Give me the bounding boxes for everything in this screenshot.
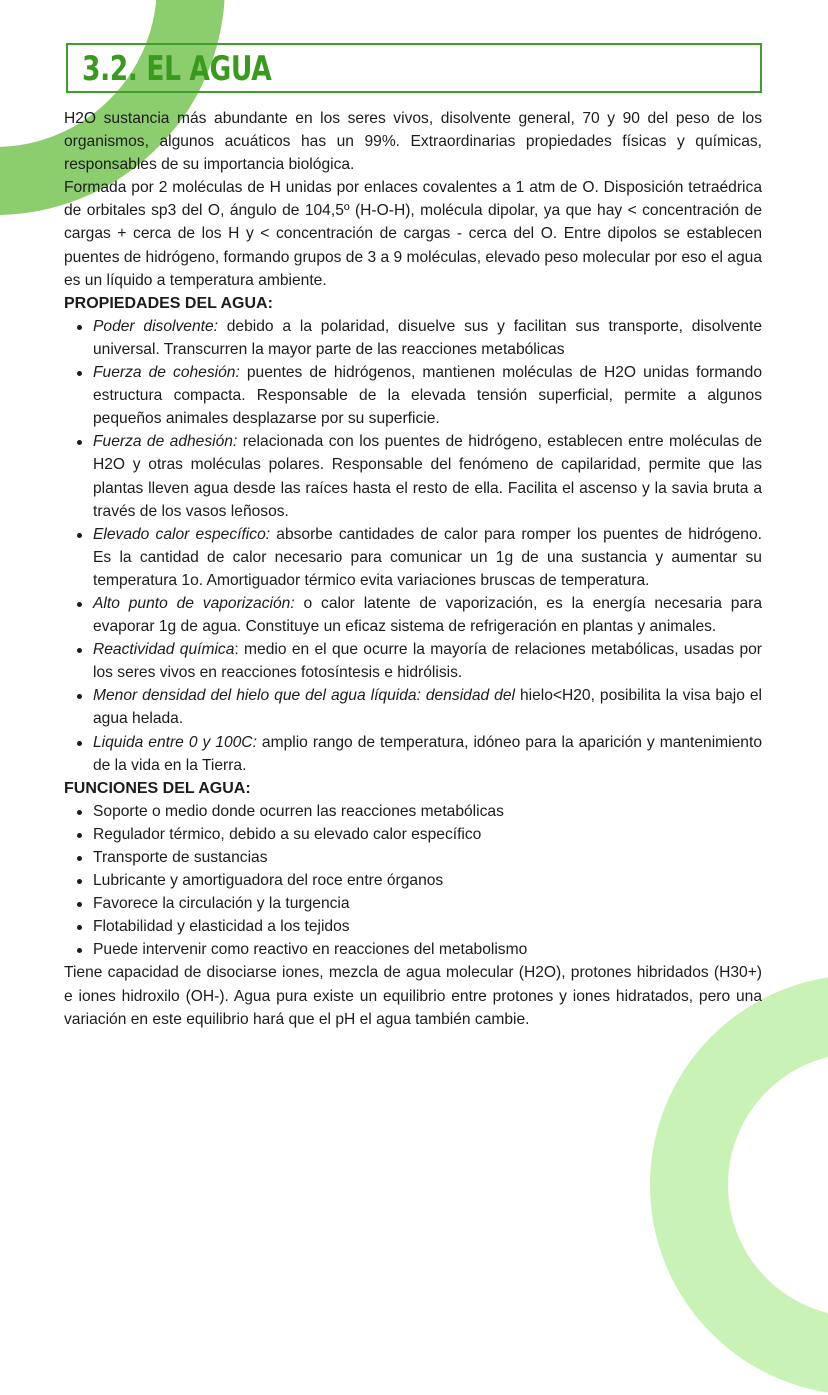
item-text: debido a la polaridad, disuelve sus y facilitan sus transporte, disolvente universal. Transcurren la mayor parte de las reacciones metabólicas [93,317,762,358]
item-text: relacionada con los puentes de hidrógeno, establecen entre moléculas de H2O y otras moléculas polares. Responsable del fenómeno de capilaridad, permite que las plantas lleven agua desde las raíces hasta el resto de ella. Facilita el ascenso y la savia bruta a través de los vasos leñosos. [93,433,762,520]
list-item: Regulador térmico, debido a su elevado calor específico [93,823,762,846]
item-term: Liquida entre 0 y 100C: [93,733,257,751]
item-text: hielo<H20, posibilita la visa bajo el agua helada. [93,687,762,728]
list-item [93,731,762,777]
title-box [66,43,762,93]
propiedades-list [64,315,762,777]
list-item: Puede intervenir como reactivo en reacciones del metabolismo [93,938,762,961]
list-item [93,638,762,684]
intro-paragraph-2: Formada por 2 moléculas de H unidas por enlaces covalentes a 1 atm de O. Disposición tetraédrica de orbitales sp3 del O, ángulo de 104,5º (H-O-H), molécula dipolar, ya que hay < concentración de cargas + cerca de los H y < concentración de cargas - cerca del O. Entre dipolos se establecen puentes de hidrógeno, formando grupos de 3 a 9 moléculas, elevado peso molecular por eso el agua es un líquido a temperatura ambiente. [64,179,762,289]
funciones-list [64,800,762,962]
list-item: Transporte de sustancias [93,846,762,869]
list-item: Lubricante y amortiguadora del roce entre órganos [93,869,762,892]
item-term: Fuerza de cohesión: [93,364,240,382]
item-term: Menor densidad del hielo que del agua líquida: densidad del [93,687,515,705]
section-heading-propiedades: PROPIEDADES DEL AGUA: [64,294,273,312]
closing-paragraph: Tiene capacidad de disociarse iones, mezcla de agua molecular (H2O), protones hibridados (H30+) e iones hidroxilo (OH-). Agua pura existe un equilibrio entre protones y iones hidratados, pero una variación en este equilibrio hará que el pH el agua también cambie. [64,964,762,1028]
section-heading-funciones: FUNCIONES DEL AGUA: [64,779,251,797]
list-item [93,315,762,361]
item-text: amplio rango de temperatura, idóneo para la aparición y mantenimiento de la vida en la Tierra. [93,733,762,774]
list-item: Soporte o medio donde ocurren las reacciones metabólicas [93,800,762,823]
intro-paragraph-1: H2O sustancia más abundante en los seres vivos, disolvente general, 70 y 90 del peso de los organismos, algunos acuáticos has un 99%. Extraordinarias propiedades físicas y químicas, responsables de su importancia biológica. [64,110,762,174]
list-item [93,430,762,522]
item-text: absorbe cantidades de calor para romper los puentes de hidrógeno. Es la cantidad de calor necesario para comunicar un 1g de una sustancia y aumentar su temperatura 1o. Amortiguador térmico evita variaciones bruscas de temperatura. [93,525,762,589]
item-term: Poder disolvente: [93,317,218,335]
item-term: Reactividad química [93,641,235,659]
item-term: Fuerza de adhesión: [93,433,238,451]
item-text: puentes de hidrógenos, mantienen moléculas de H2O unidas formando estructura compacta. Responsable de la elevada tensión superficial, permite a algunos pequeños animales desplazarse por su superficie. [93,364,762,428]
content-body [64,107,762,1031]
item-term: Alto punto de vaporización: [93,594,295,612]
list-item [93,684,762,730]
item-text: : medio en el que ocurre la mayoría de relaciones metabólicas, usadas por los seres vivos en reacciones fotosíntesis e hidrólisis. [93,641,762,682]
item-text: o calor latente de vaporización, es la energía necesaria para evaporar 1g de agua. Constituye un eficaz sistema de refrigeración en plantas y animales. [93,594,762,636]
list-item [93,523,762,592]
list-item [93,592,762,638]
item-term: Elevado calor específico: [93,525,271,543]
list-item: Favorece la circulación y la turgencia [93,892,762,915]
list-item [93,361,762,430]
page-title: 3.2. EL AGUA [82,49,272,89]
list-item: Flotabilidad y elasticidad a los tejidos [93,915,762,938]
